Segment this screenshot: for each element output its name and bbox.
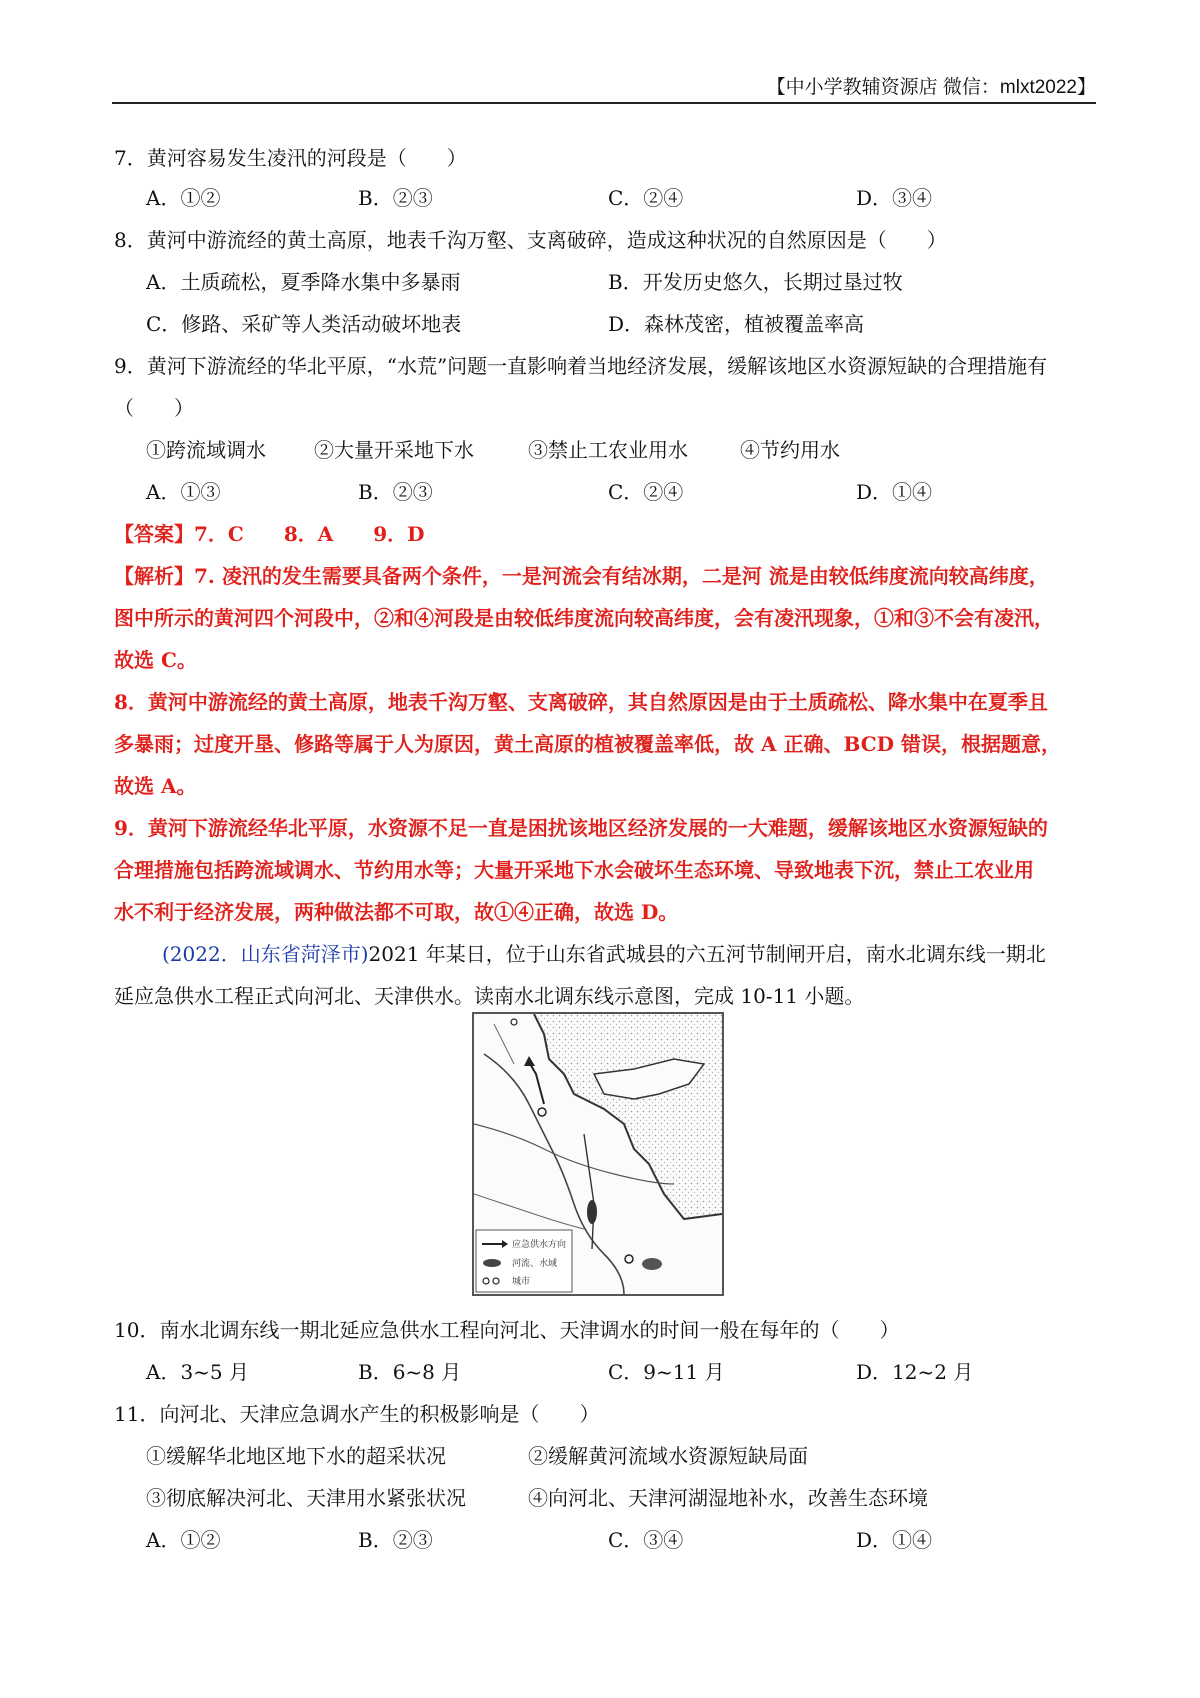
q10-stem: 10．南水北调东线一期北延应急供水工程向河北、天津调水的时间一般在每年的（ ） [114, 1318, 900, 1342]
analysis-line-6: 故选 A。 [114, 774, 197, 798]
q11-option-a: A．①② [146, 1528, 221, 1552]
q7-option-a: A．①② [146, 186, 221, 210]
analysis-line-3: 故选 C。 [114, 648, 197, 672]
analysis-line-4: 8．黄河中游流经的黄土高原，地表千沟万壑、支离破碎，其自然原因是由于土质疏松、降水集中在夏季且 [114, 690, 1048, 714]
q7-option-d: D．③④ [856, 186, 933, 210]
legend-label-direction: 应急供水方向 [512, 1240, 567, 1250]
q10-option-b: B．6~8 月 [358, 1360, 462, 1384]
q9-item-2: ②大量开采地下水 [314, 438, 474, 462]
q9-option-d: D．①④ [856, 480, 933, 504]
q8-option-b: B．开发历史悠久，长期过垦过牧 [608, 270, 903, 294]
q11-item-3: ③彻底解决河北、天津用水紧张状况 [146, 1486, 466, 1510]
q11-option-b: B．②③ [358, 1528, 433, 1552]
q11-option-d: D．①④ [856, 1528, 933, 1552]
q9-item-1: ①跨流域调水 [146, 438, 266, 462]
q11-item-1: ①缓解华北地区地下水的超采状况 [146, 1444, 446, 1468]
q7-option-b: B．②③ [358, 186, 433, 210]
q9-item-3: ③禁止工农业用水 [528, 438, 688, 462]
analysis-line-5: 多暴雨；过度开垦、修路等属于人为原因，黄土高原的植被覆盖率低，故 A 正确、BCD 错误，根据题意， [114, 732, 1061, 756]
q8-option-a: A．土质疏松，夏季降水集中多暴雨 [146, 270, 461, 294]
q7-stem: 7．黄河容易发生凌汛的河段是（ ） [114, 146, 467, 170]
q8-stem: 8．黄河中游流经的黄土高原，地表千沟万壑、支离破碎，造成这种状况的自然原因是（ ） [114, 228, 947, 252]
analysis-line-2: 图中所示的黄河四个河段中，②和④河段是由较低纬度流向较高纬度，会有凌汛现象，①和③不会有凌汛， [114, 606, 1054, 630]
passage-line-1 [162, 940, 1046, 968]
q9-option-b: B．②③ [358, 480, 433, 504]
q10-option-a: A．3~5 月 [146, 1360, 250, 1384]
q10-option-c: C．9~11 月 [608, 1360, 725, 1384]
analysis-line-8: 合理措施包括跨流域调水、节约用水等；大量开采地下水会破坏生态环境、导致地表下沉，禁止工农业用 [114, 858, 1034, 882]
analysis-label: 【解析】 [114, 564, 194, 588]
passage-text-1: 2021 年某日，位于山东省武城县的六五河节制闸开启，南水北调东线一期北 [368, 942, 1046, 966]
q9-option-c: C．②④ [608, 480, 684, 504]
q11-item-2: ②缓解黄河流域水资源短缺局面 [528, 1444, 808, 1468]
q9-item-4: ④节约用水 [740, 438, 840, 462]
map-drawing [474, 1014, 722, 1294]
answer-line [114, 520, 425, 548]
analysis-line-1 [114, 562, 1049, 590]
q9-stem: 9．黄河下游流经的华北平原，“水荒”问题一直影响着当地经济发展，缓解该地区水资源短缺的合理措施有 [114, 354, 1048, 378]
page-header [112, 62, 1096, 104]
q11-item-4: ④向河北、天津河湖湿地补水，改善生态环境 [528, 1486, 928, 1510]
east-route-map [472, 1012, 724, 1296]
legend-label-city: 城市 [512, 1277, 531, 1287]
analysis-text-1: 7. 凌汛的发生需要具备两个条件，一是河流会有结冰期，二是河 流是由较低纬度流向较高纬度， [194, 564, 1049, 588]
q9-option-a: A．①③ [146, 480, 221, 504]
q9-stem-cont: （ ） [114, 396, 194, 420]
answer-label: 【答案】 [114, 522, 194, 546]
analysis-line-9: 水不利于经济发展，两种做法都不可取，故①④正确，故选 D。 [114, 900, 679, 924]
legend-water-icon [483, 1259, 501, 1267]
q10-option-d: D．12~2 月 [856, 1360, 974, 1384]
q11-stem: 11．向河北、天津应急调水产生的积极影响是（ ） [114, 1402, 600, 1426]
answer-text: 7．C 8．A 9．D [194, 522, 425, 546]
legend-label-water: 河流、水域 [512, 1259, 558, 1269]
q7-option-c: C．②④ [608, 186, 684, 210]
q8-option-d: D．森林茂密，植被覆盖率高 [608, 312, 865, 336]
analysis-line-7: 9．黄河下游流经华北平原，水资源不足一直是困扰该地区经济发展的一大难题，缓解该地区水资源短缺的 [114, 816, 1048, 840]
header-text: 【中小学教辅资源店 微信：mlxt2022】 [766, 77, 1096, 98]
q11-option-c: C．③④ [608, 1528, 684, 1552]
passage-line-2: 延应急供水工程正式向河北、天津供水。读南水北调东线示意图，完成 10-11 小题。 [114, 984, 865, 1008]
passage-source: (2022．山东省菏泽市) [162, 942, 369, 966]
q8-option-c: C．修路、采矿等人类活动破坏地表 [146, 312, 462, 336]
